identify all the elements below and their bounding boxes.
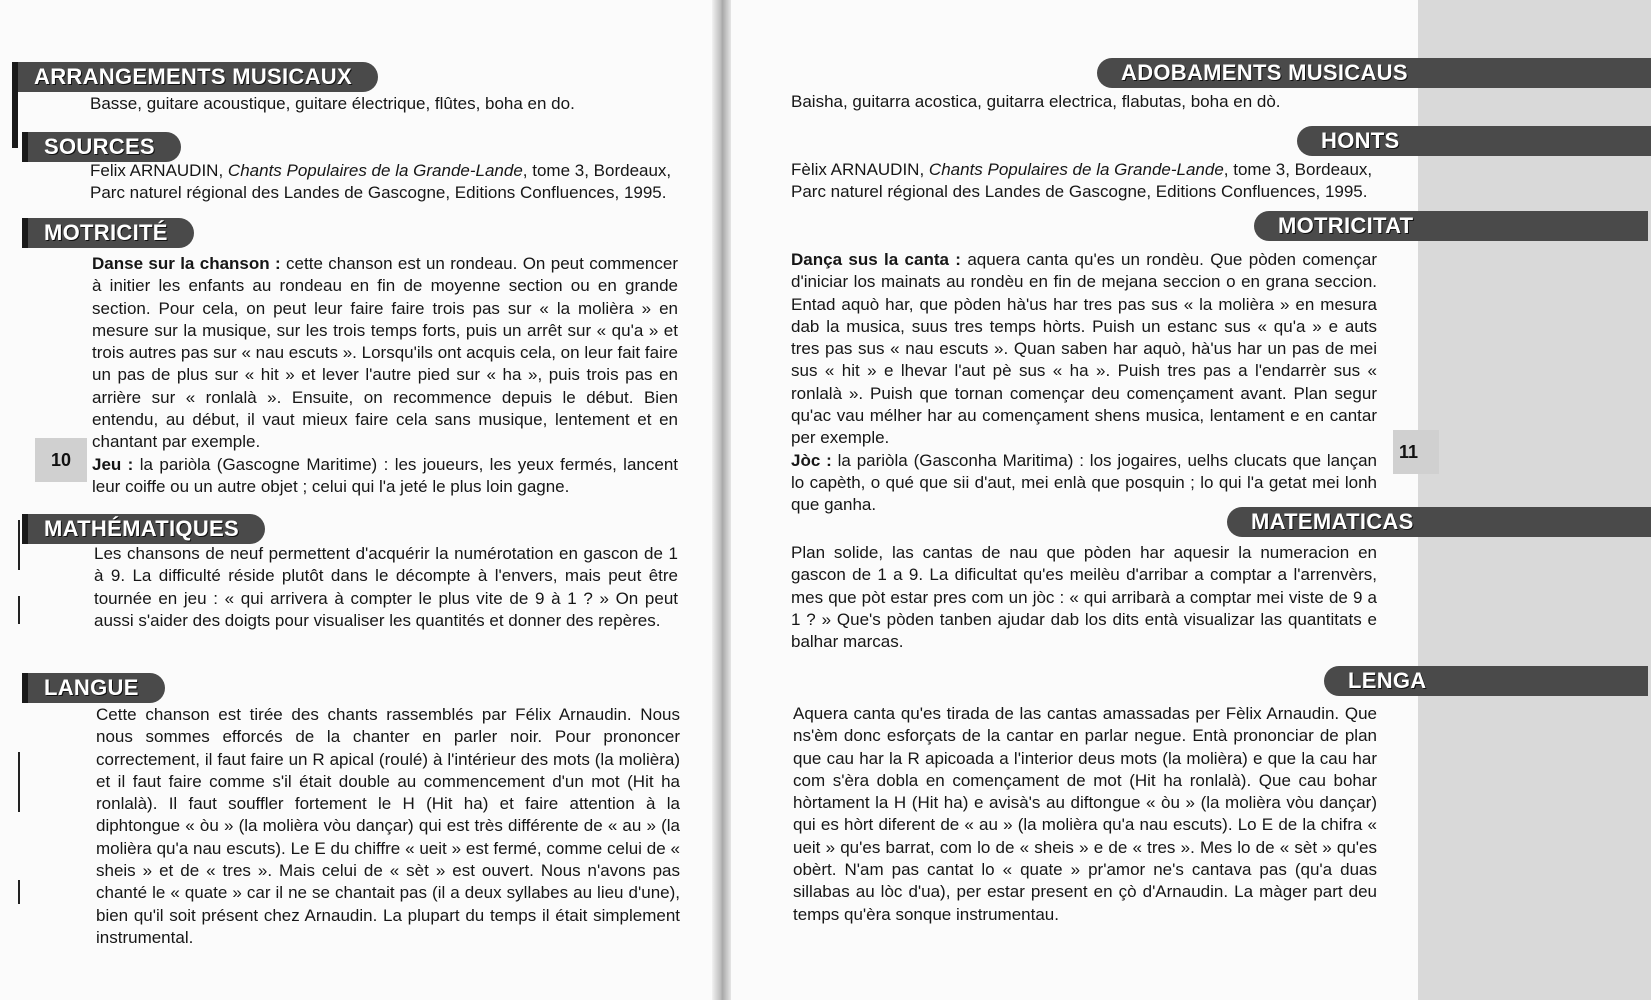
section-header-motricite: MOTRICITÉ: [22, 218, 194, 248]
danca-paragraph: [791, 249, 1377, 450]
danca-text: aquera canta qu'es un rondèu. Que pòden començar d'iniciar los mainats au rondèu en fin de mejana seccion o en grana seccion. Entad aquò har, que pòden hà'us har tres pas sus « la molièra » en mesura dab la musica, suus tres temps hòrts. Puish un estanc sus « qu'a » e auts tres pas sus « nau escuts ». Quan saben har aquò, hà'us har un pas de mei sus « hit » e lhevar l'aut pè sus « ha ». Puish tres pas a l'endarrèr sus « ronlalà ». Puish que tornan començar deu començament avant. Plan segur qu'ac vau mélher har au començament shens musica, lentament e en cantar per exemple.: [791, 250, 1377, 448]
section-header-langue: LANGUE: [22, 673, 165, 703]
section-header-adobaments: ADOBAMENTS MUSICAUS: [1097, 58, 1651, 88]
joc-text: la pariòla (Gasconha Maritima) : los jogaires, uelhs clucats que lançan lo capèth, o qué que sii d'aut, mei enlà que posquin ; lo qui l'a getat mei lonh que ganha.: [791, 450, 1377, 515]
sources-rest: , tome 3, Bordeaux,: [522, 161, 672, 180]
jeu-text: la pariòla (Gascogne Maritime) : les joueurs, les yeux fermés, lancent leur coiffe ou un autre objet ; celui qui l'a jeté le plus loin gagne.: [92, 454, 678, 496]
section-header-mathematiques: MATHÉMATIQUES: [22, 514, 265, 544]
adobaments-text: [791, 91, 1351, 113]
sources-line-2: Parc naturel régional des Landes de Gascogne, Editions Confluences, 1995.: [90, 183, 667, 203]
motricitat-text: [791, 249, 1377, 517]
arrangements-text: [90, 93, 640, 115]
spine-mark: [18, 752, 20, 812]
sources-author: Felix ARNAUDIN,: [90, 161, 228, 180]
spine-mark: [18, 596, 20, 624]
sources-book-title: Chants Populaires de la Grande-Lande: [227, 161, 523, 180]
page-number-right: 11: [1393, 430, 1439, 474]
mathematiques-text: Les chansons de neuf permettent d'acquérir la numérotation en gascon de 1 à 9. La difficulté réside plutôt dans le décompte à l'envers, mais peut être tournée en jeu : « qui arrivera à compter le plus vite de 9 à 1 ? » On peut aussi s'aider des doigts pour visualiser les quantités et donner des repères.: [94, 544, 678, 630]
section-header-matematicas: MATEMATICAS: [1227, 507, 1651, 537]
jeu-paragraph: [92, 454, 678, 499]
danse-text: cette chanson est un rondeau. On peut commencer à initier les enfants au rondeau en fin de moyenne section ou en grande section. Pour cela, on peut leur faire faire trois pas sur « la molièra » en mesure sur la musique, sur les trois temps forts, puis un arrêt sur « qu'a » et trois autres pas sur « nau escuts ». Lorsqu'ils ont acquis cela, on leur fait faire un pas de plus sur « hit » et lever l'autre pied sur « ha », puis trois pas en arrière sur « ronlalà ». Ensuite, on recommence depuis le début. Bien entendu, au début, il vaut mieux faire cela sans musique, lentement et en chantant par exemple.: [92, 254, 678, 452]
sources-line-1: [90, 160, 690, 182]
section-header-sources: SOURCES: [22, 132, 181, 162]
honts-text: [791, 159, 1391, 204]
danca-label: Dança sus la canta :: [791, 250, 961, 269]
motricite-text: [92, 253, 678, 498]
section-header-lenga: LENGA: [1324, 666, 1648, 696]
honts-book-title: Chants Populaires de la Grande-Lande: [928, 160, 1224, 179]
joc-label: Jòc :: [791, 450, 832, 470]
adobaments-line: Baisha, guitarra acostica, guitarra electrica, flabutas, boha en dò.: [791, 92, 1281, 111]
arrangements-line: Basse, guitare acoustique, guitare électrique, flûtes, boha en do.: [90, 94, 575, 113]
honts-rest: , tome 3, Bordeaux,: [1223, 160, 1373, 179]
book-gutter: [712, 0, 731, 1000]
honts-line-2: Parc naturel régional des Landes de Gascogne, Editions Confluences, 1995.: [791, 182, 1368, 202]
spine-mark: [18, 880, 20, 904]
section-header-arrangements: ARRANGEMENTS MUSICAUX: [12, 62, 378, 92]
danse-label: Danse sur la chanson :: [92, 254, 281, 273]
jeu-label: Jeu :: [92, 454, 134, 474]
section-header-honts: HONTS: [1297, 126, 1651, 156]
matematicas-text: Plan solide, las cantas de nau que pòden har aquesir la numeracion en gascon de 1 a 9. La dificultat qu'es meilèu d'arribar a comptar a l'arrenvèrs, mes que pòt estar pres com un jòc : « qui arribarà a comptar mei viste de 9 a 1 ? » Que's pòden tanben ajudar dab los dits entà visualizar las quantitats e balhar marcas.: [791, 543, 1377, 652]
section-header-motricitat: MOTRICITAT: [1254, 211, 1648, 241]
langue-text: Cette chanson est tirée des chants rassemblés par Félix Arnaudin. Nous nous sommes efforcés de la chanter en parler noir. Pour prononcer correctement, il faut faire un R apical (roulé) à l'intérieur des mots (la molièra) et il faut faire comme s'il était double au commencement d'un mot (Hit ha ronlalà). Il faut souffler fortement le H (Hit ha) et faire attention à la diphtongue « òu » (la molièra vòu dançar) qui est très différente de « au » (la molièra qu'a nau escuts). Le E du chiffre « ueit » est fermé, comme celui de « sheis » et de « tres ». Mais celui de « sèt » est ouvert. Nous n'avons pas chanté le « quate » car il ne se chantait pas (il a deux syllabes au lieu d'une), bien qu'il soit présent chez Arnaudin. La plupart du temps il était simplement instrumental.: [96, 705, 680, 947]
honts-author: Fèlix ARNAUDIN,: [791, 160, 929, 179]
left-page: [0, 0, 712, 1000]
spine-mark: [18, 520, 20, 570]
right-page: [731, 0, 1427, 1000]
lenga-text: Aquera canta qu'es tirada de las cantas amassadas per Fèlix Arnaudin. Que ns'èm donc esforçats de la cantar en parlar negue. Entà prononciar de plan que cau har la R apicoada a l'interior deus mots (la molièra) e que la cau har com s'èra dobla en començament de mot (Hit ha ronlalà). Que cau bohar hòrtament la H (Hit ha) e avisà's au diftongue « òu » (la molièra vòu dançar) qui es hòrt diferent de « au » (la molièra qu'a nau escuts). Lo E de la chifra « ueit » qu'es barrat, com lo de « sheis » e de « tres ». Mes lo de « sèt » qu'es obèrt. N'am pas cantat lo « quate » pr'amor ne's cantava pas (qu'a duas sillabas au lòc d'ua), per estar present en çò d'Arnaudin. La màger part deu temps qu'èra sonque instrumentau.: [793, 704, 1377, 924]
danse-paragraph: [92, 253, 678, 454]
sources-text: [90, 160, 690, 205]
page-number-left: 10: [35, 438, 87, 482]
honts-line-1: [791, 159, 1391, 181]
